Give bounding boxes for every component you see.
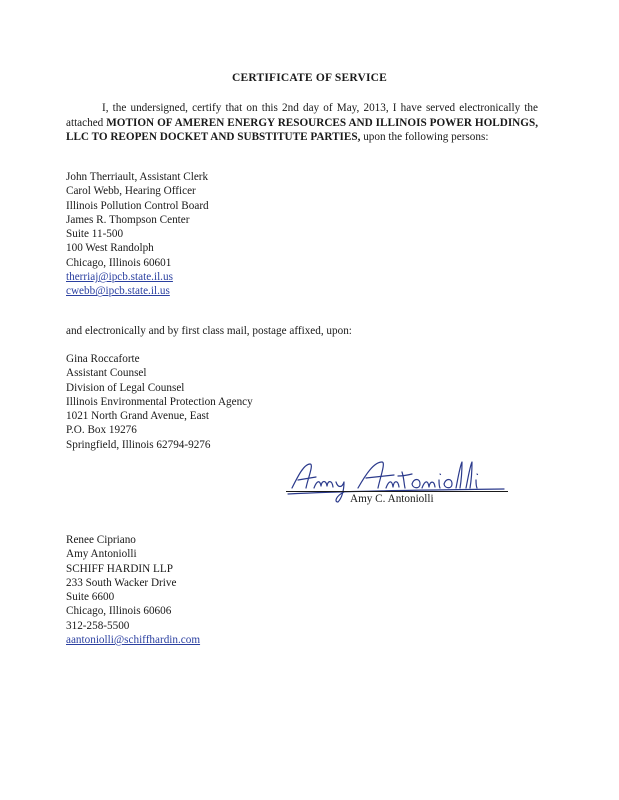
recipient-line: James R. Thompson Center xyxy=(66,213,190,226)
recipient-line: Springfield, Illinois 62794-9276 xyxy=(66,438,211,451)
recipient-line: Assistant Counsel xyxy=(66,367,147,380)
recipient-line: Illinois Pollution Control Board xyxy=(66,199,209,212)
recipient-line: 1021 North Grand Avenue, East xyxy=(66,410,210,423)
intro-suffix: upon the following persons: xyxy=(360,131,489,143)
signature-block xyxy=(284,458,516,518)
sender-line: Chicago, Illinois 60606 xyxy=(66,605,172,618)
sender-line: Suite 6600 xyxy=(66,591,115,604)
recipient-line: Division of Legal Counsel xyxy=(66,381,185,394)
signature-line xyxy=(286,491,508,492)
sender-line: 233 South Wacker Drive xyxy=(66,576,177,589)
email-link-therriault[interactable]: therriaj@ipcb.state.il.us xyxy=(66,271,173,284)
sender-line: Amy Antoniolli xyxy=(66,548,137,561)
recipients-electronic xyxy=(66,170,209,299)
motion-title: MOTION OF AMEREN ENERGY RESOURCES AND ILLINOIS POWER HOLDINGS, LLC TO REOPEN DOCKET AND SUBSTITUTE PARTIES, xyxy=(66,116,538,143)
intro-paragraph xyxy=(66,101,538,145)
recipient-line: 100 West Randolph xyxy=(66,242,154,255)
sender-line: 312-258-5500 xyxy=(66,619,130,632)
recipient-line: Gina Roccaforte xyxy=(66,353,140,365)
signer-name: Amy C. Antoniolli xyxy=(350,493,434,505)
intro-prefix: I, the undersigned, certify that on this 2nd day of May, 2013, I have served electronically the attached xyxy=(66,102,538,129)
sender-line: SCHIFF HARDIN LLP xyxy=(66,562,173,575)
sender-line: Renee Cipriano xyxy=(66,534,136,546)
recipient-line: P.O. Box 19276 xyxy=(66,424,137,437)
recipient-line: Chicago, Illinois 60601 xyxy=(66,256,172,269)
recipient-line: Illinois Environmental Protection Agency xyxy=(66,395,253,408)
recipient-line: Carol Webb, Hearing Officer xyxy=(66,185,196,198)
sender-block xyxy=(66,533,200,647)
recipient-line: John Therriault, Assistant Clerk xyxy=(66,171,209,183)
recipient-line: Suite 11-500 xyxy=(66,228,124,241)
recipients-mail xyxy=(66,352,253,452)
document-title: CERTIFICATE OF SERVICE xyxy=(231,72,388,84)
email-link-antoniolli[interactable]: aantoniolli@schiffhardin.com xyxy=(66,634,201,647)
email-link-webb[interactable]: cwebb@ipcb.state.il.us xyxy=(66,285,170,298)
served-mail-text: and electronically and by first class mail, postage affixed, upon: xyxy=(66,325,352,337)
